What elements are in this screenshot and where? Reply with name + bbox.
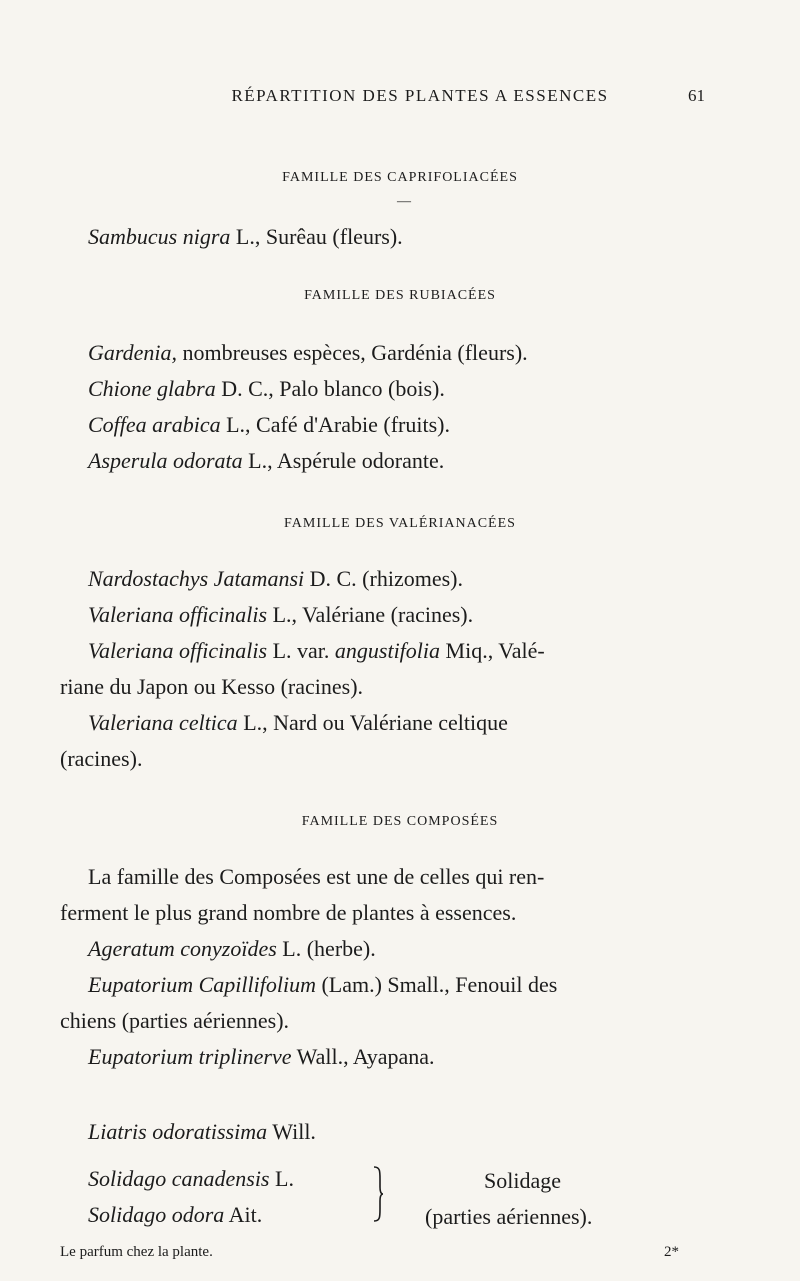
body-line: La famille des Composées est une de celles qui ren- (88, 864, 545, 889)
page-number: 61 (688, 86, 705, 105)
entry-line: Valeriana officinalis L., Valériane (racines). (88, 602, 474, 627)
body-line: ferment le plus grand nombre de plantes à essences. (60, 900, 517, 925)
bracket-note: Solidage (484, 1168, 561, 1193)
entry-line: riane du Japon ou Kesso (racines). (60, 674, 364, 699)
entry-line: Coffea arabica L., Café d'Arabie (fruits). (88, 412, 450, 437)
entry-line: Sambucus nigra L., Surêau (fleurs). (88, 224, 403, 249)
bracket-note: (parties aériennes). (425, 1204, 593, 1229)
section-heading: FAMILLE DES COMPOSÉES (301, 814, 499, 829)
separator-dash: — (397, 194, 411, 209)
entry-line: Gardenia, nombreuses espèces, Gardénia (fleurs). (88, 340, 528, 365)
entry-line: Solidago odora Ait. (88, 1202, 263, 1227)
entry-line: Chione glabra D. C., Palo blanco (bois). (88, 376, 445, 401)
section-heading: FAMILLE DES VALÉRIANACÉES (284, 516, 516, 531)
entry-line: Valeriana celtica L., Nard ou Valériane celtique (88, 710, 508, 735)
entry-line: Solidago canadensis L. (88, 1166, 294, 1191)
section-heading: FAMILLE DES RUBIACÉES (304, 288, 496, 303)
entry-line: chiens (parties aériennes). (60, 1008, 290, 1033)
entry-line: Nardostachys Jatamansi D. C. (rhizomes). (88, 566, 463, 591)
entry-line: Eupatorium Capillifolium (Lam.) Small., Fenouil des (88, 972, 558, 997)
running-head: RÉPARTITION DES PLANTES A ESSENCES (231, 86, 609, 105)
entry-line: Eupatorium triplinerve Wall., Ayapana. (88, 1044, 435, 1069)
section-heading: FAMILLE DES CAPRIFOLIACÉES (282, 170, 518, 185)
entry-line: Asperula odorata L., Aspérule odorante. (88, 448, 445, 473)
entry-line: Liatris odoratissima Will. (88, 1119, 316, 1144)
footer-title: Le parfum chez la plante. (60, 1244, 213, 1260)
curly-brace-icon (372, 1165, 384, 1223)
entry-line: (racines). (60, 746, 143, 771)
entry-line: Ageratum conyzoïdes L. (herbe). (88, 936, 376, 961)
signature-mark: 2* (664, 1244, 679, 1260)
entry-line: Valeriana officinalis L. var. angustifolia Miq., Valé- (88, 638, 545, 663)
